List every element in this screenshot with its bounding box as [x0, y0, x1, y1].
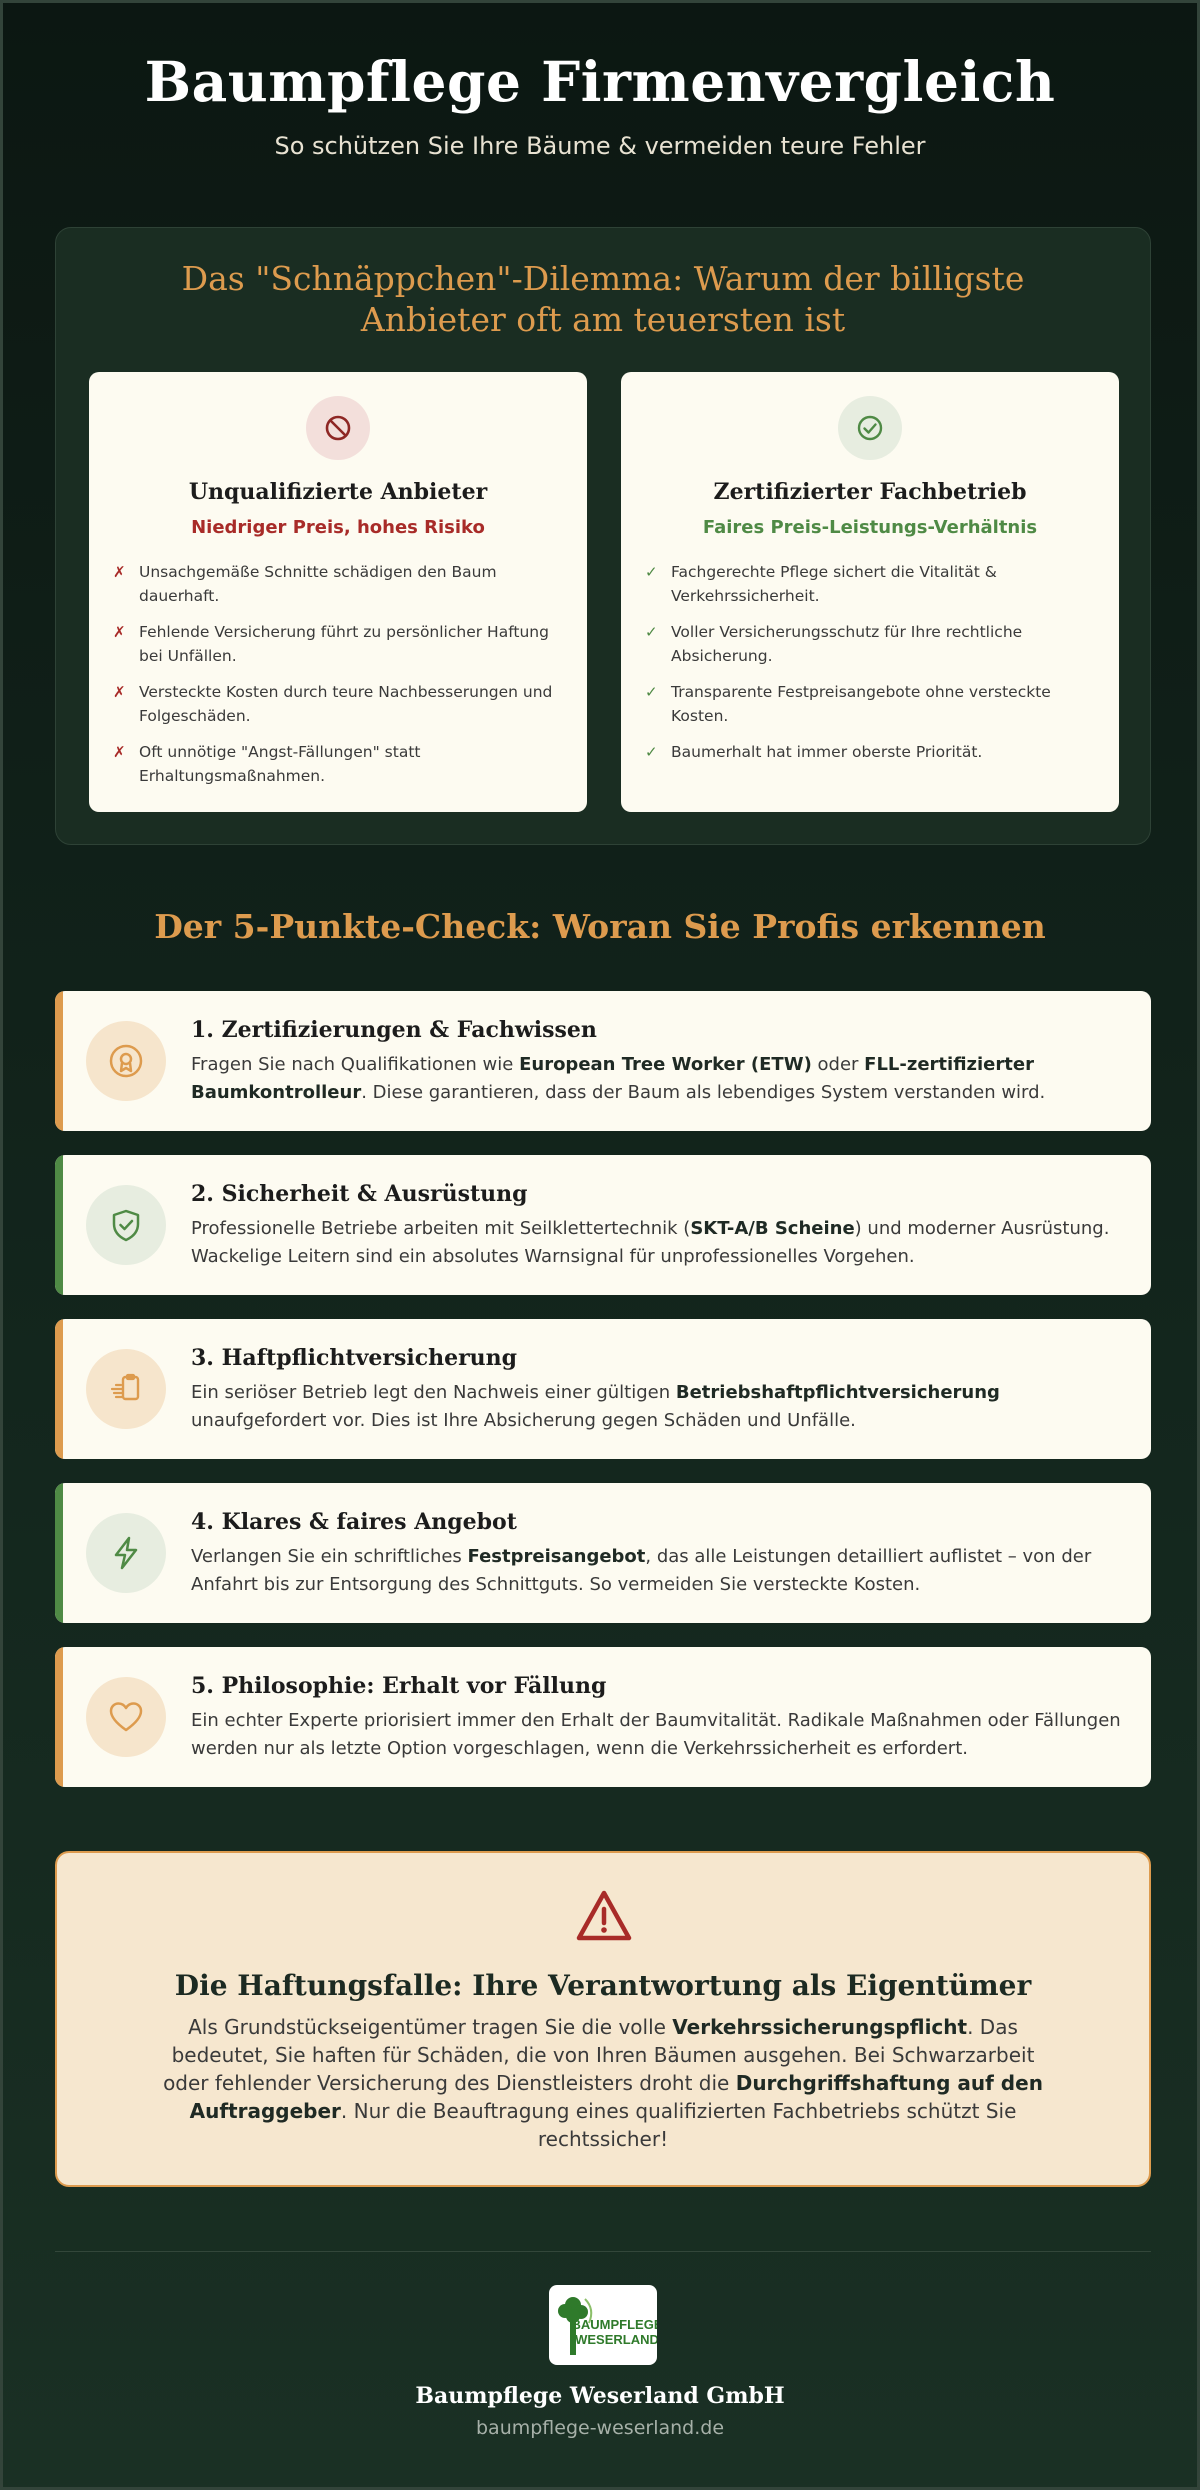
- list-item: ✓ Baumerhalt hat immer oberste Priorität.: [645, 740, 1099, 764]
- list-item: ✓ Voller Versicherungsschutz für Ihre rechtliche Absicherung.: [645, 620, 1099, 668]
- point-text: Ein seriöser Betrieb legt den Nachweis einer gültigen Betriebshaftpflichtversicherung unaufgefordert vor. Dies ist Ihre Absicherung gegen Schäden und Unfälle.: [191, 1382, 1000, 1431]
- accent-bar: [55, 1647, 63, 1787]
- check-point-philosophy: [55, 1647, 1151, 1787]
- check-mark-icon: ✓: [645, 743, 658, 761]
- risk-list: [113, 560, 567, 800]
- accent-bar: [55, 991, 63, 1131]
- footer-divider: [55, 2251, 1151, 2252]
- unqualified-title: Unqualifizierte Anbieter: [188, 479, 488, 505]
- company-name: Baumpflege Weserland GmbH: [415, 2383, 785, 2409]
- point-title: 3. Haftpflichtversicherung: [191, 1345, 518, 1371]
- accent-bar: [55, 1319, 63, 1459]
- list-item: ✓ Transparente Festpreisangebote ohne versteckte Kosten.: [645, 680, 1099, 728]
- list-item: ✗ Unsachgemäße Schnitte schädigen den Baum dauerhaft.: [113, 560, 567, 608]
- prohibited-icon: [306, 396, 370, 460]
- page-title: Baumpflege Firmenvergleich: [144, 49, 1056, 114]
- benefit-list: [645, 560, 1099, 776]
- accent-bar: [55, 1483, 63, 1623]
- page-header: [3, 3, 1197, 160]
- check-circle-icon: [838, 396, 902, 460]
- logo-text-bottom: WESERLAND: [575, 2332, 657, 2347]
- company-website-link[interactable]: baumpflege-weserland.de: [475, 2417, 725, 2439]
- point-title: 4. Klares & faires Angebot: [191, 1509, 517, 1535]
- cross-mark-icon: ✗: [113, 563, 126, 581]
- check-point-safety: [55, 1155, 1151, 1295]
- check-mark-icon: ✓: [645, 683, 658, 701]
- warning-title: Die Haftungsfalle: Ihre Verantwortung als Eigentümer: [174, 1969, 1032, 2002]
- certified-title: Zertifizierter Fachbetrieb: [713, 479, 1027, 505]
- dilemma-heading: Das "Schnäppchen"-Dilemma: Warum der billigste Anbieter oft am teuersten ist: [181, 259, 1025, 339]
- check-mark-icon: ✓: [645, 563, 658, 581]
- point-title: 1. Zertifizierungen & Fachwissen: [191, 1017, 597, 1043]
- accent-bar: [55, 1155, 63, 1295]
- check-point-offer: [55, 1483, 1151, 1623]
- certified-subtitle: Faires Preis-Leistungs-Verhältnis: [702, 517, 1038, 538]
- list-item: ✓ Fachgerechte Pflege sichert die Vitalität & Verkehrssicherheit.: [645, 560, 1099, 608]
- check-point-insurance: [55, 1319, 1151, 1459]
- certified-company-card: [621, 372, 1119, 812]
- company-logo: [549, 2285, 657, 2365]
- certificate-icon: [86, 1021, 166, 1101]
- point-text: Fragen Sie nach Qualifikationen wie European Tree Worker (ETW) oder FLL-zertifizierter Baumkontrolleur. Diese garantieren, dass der Baum als lebendiges System verstanden wird.: [191, 1054, 1046, 1103]
- unqualified-provider-card: [89, 372, 587, 812]
- warning-text: Als Grundstückseigentümer tragen Sie die volle Verkehrssicherungspflicht. Das bedeutet, Sie haften für Schäden, die von Ihren Bäumen ausgehen. Bei Schwarzarbeit oder fehlender Versicherung des Dienstleisters droht die Durchgriffshaftung auf den Auftraggeber. Nur die Beauftragung eines qualifizierten Fachbetriebs schützt Sie rechtssicher!: [163, 2015, 1043, 2151]
- clipboard-hand-icon: [86, 1349, 166, 1429]
- shield-check-icon: [86, 1185, 166, 1265]
- point-text: Ein echter Experte priorisiert immer den Erhalt der Baumvitalität. Radikale Maßnahmen oder Fällungen werden nur als letzte Option vorgeschlagen, wenn die Verkehrssicherheit es erfordert.: [191, 1710, 1121, 1759]
- cross-mark-icon: ✗: [113, 743, 126, 761]
- cross-mark-icon: ✗: [113, 623, 126, 641]
- page-subtitle: So schützen Sie Ihre Bäume & vermeiden teure Fehler: [274, 132, 926, 160]
- warning-triangle-icon: [575, 1889, 633, 1943]
- unqualified-subtitle: Niedriger Preis, hohes Risiko: [191, 517, 485, 538]
- check-mark-icon: ✓: [645, 623, 658, 641]
- point-text: Professionelle Betriebe arbeiten mit Seilklettertechnik (SKT-A/B Scheine) und moderner Ausrüstung. Wackelige Leitern sind ein absolutes Warnsignal für unprofessionelles Vorgehen.: [191, 1218, 1110, 1267]
- dilemma-section: [55, 227, 1151, 845]
- list-item: ✗ Oft unnötige "Angst-Fällungen" statt Erhaltungsmaßnahmen.: [113, 740, 567, 788]
- check-point-certifications: [55, 991, 1151, 1131]
- point-title: 2. Sicherheit & Ausrüstung: [191, 1181, 528, 1207]
- logo-text-top: BAUMPFLEGE: [571, 2317, 657, 2332]
- liability-warning-box: [55, 1851, 1151, 2187]
- list-item: ✗ Versteckte Kosten durch teure Nachbesserungen und Folgeschäden.: [113, 680, 567, 728]
- point-text: Verlangen Sie ein schriftliches Festpreisangebot, das alle Leistungen detailliert auflistet – von der Anfahrt bis zur Entsorgung des Schnittguts. So vermeiden Sie versteckte Kosten.: [191, 1546, 1092, 1595]
- heart-icon: [86, 1677, 166, 1757]
- point-title: 5. Philosophie: Erhalt vor Fällung: [191, 1673, 607, 1699]
- checklist-heading: Der 5-Punkte-Check: Woran Sie Profis erkennen: [154, 907, 1046, 946]
- list-item: ✗ Fehlende Versicherung führt zu persönlicher Haftung bei Unfällen.: [113, 620, 567, 668]
- lightning-icon: [86, 1513, 166, 1593]
- cross-mark-icon: ✗: [113, 683, 126, 701]
